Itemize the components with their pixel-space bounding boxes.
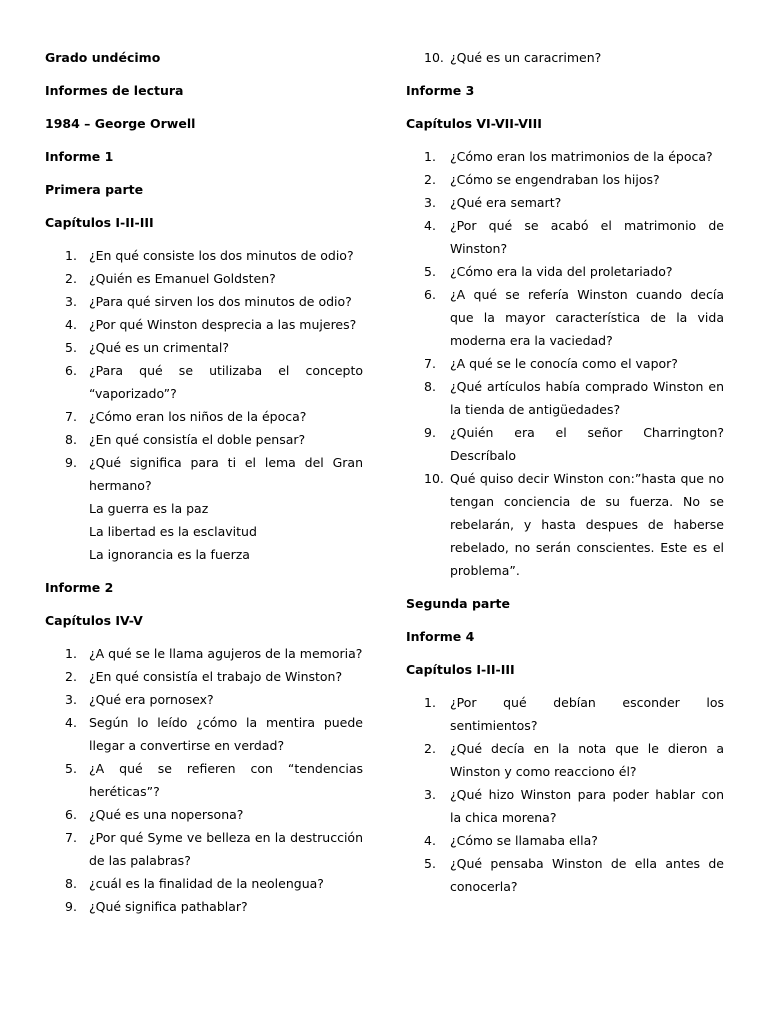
informe-4-heading: Informe 4 <box>406 629 475 644</box>
list-item: 3. ¿Para qué sirven los dos minutos de odio? <box>65 294 352 309</box>
right-column <box>406 46 724 908</box>
list-item: 1. ¿Por qué debían esconder los sentimientos? <box>424 695 724 733</box>
left-column <box>45 46 363 928</box>
informe-2-chapters-heading: Capítulos IV-V <box>45 613 143 628</box>
informe-2-question-list <box>45 642 363 918</box>
list-item: 3. ¿Qué era semart? <box>424 195 562 210</box>
list-item: 7. ¿Cómo eran los niños de la época? <box>65 409 307 424</box>
list-item: 1. ¿A qué se le llama agujeros de la memoria? <box>65 646 363 661</box>
list-item: 9. ¿Qué significa pathablar? <box>65 899 248 914</box>
list-item: 8. ¿cuál es la finalidad de la neolengua? <box>65 876 324 891</box>
list-item: 2. ¿Quién es Emanuel Goldsten? <box>65 271 276 286</box>
list-item: 1. ¿Cómo eran los matrimonios de la época? <box>424 149 713 164</box>
informe-1-chapters-heading: Capítulos I-II-III <box>45 215 154 230</box>
list-item: 6. ¿Qué es una nopersona? <box>65 807 244 822</box>
informe-3-heading: Informe 3 <box>406 83 475 98</box>
slogan-1: La guerra es la paz <box>89 501 209 516</box>
informe-2-heading: Informe 2 <box>45 580 114 595</box>
list-item: 9. ¿Quién era el señor Charrington? Descríbalo <box>424 425 724 463</box>
list-item: 2. ¿Qué decía en la nota que le dieron a Winston y como reacciono él? <box>424 741 724 779</box>
list-item: 7. ¿Por qué Syme ve belleza en la destrucción de las palabras? <box>65 830 363 868</box>
part-2-heading: Segunda parte <box>406 596 510 611</box>
list-item: 4. ¿Por qué se acabó el matrimonio de Winston? <box>424 218 724 256</box>
carry-over-question-list <box>406 46 724 69</box>
slogan-2: La libertad es la esclavitud <box>89 524 257 539</box>
list-item: 4. ¿Por qué Winston desprecia a las mujeres? <box>65 317 357 332</box>
list-item: 7. ¿A qué se le conocía como el vapor? <box>424 356 678 371</box>
list-item: 4. Según lo leído ¿cómo la mentira puede llegar a convertirse en verdad? <box>65 715 363 753</box>
slogan-3: La ignorancia es la fuerza <box>89 547 250 562</box>
informe-1-heading: Informe 1 <box>45 149 114 164</box>
list-item: 8. ¿En qué consistía el doble pensar? <box>65 432 306 447</box>
list-item: 3. ¿Qué era pornosex? <box>65 692 214 707</box>
list-item: 8. ¿Qué artículos había comprado Winston en la tienda de antigüedades? <box>424 379 724 417</box>
grade-heading: Grado undécimo <box>45 50 161 65</box>
informe-1-question-list <box>45 244 363 566</box>
list-item: 5. ¿Cómo era la vida del proletariado? <box>424 264 673 279</box>
book-heading: 1984 – George Orwell <box>45 116 196 131</box>
list-item: 3. ¿Qué hizo Winston para poder hablar con la chica morena? <box>424 787 724 825</box>
subtitle-heading: Informes de lectura <box>45 83 184 98</box>
informe-3-question-list <box>406 145 724 582</box>
informe-4-question-list <box>406 691 724 898</box>
list-item: 9. ¿Qué significa para ti el lema del Gran hermano? La guerra es la paz La libertad es la esclavitud La ignorancia es la fuerza <box>45 451 363 566</box>
part-1-heading: Primera parte <box>45 182 144 197</box>
list-item: 5. ¿Qué pensaba Winston de ella antes de conocerla? <box>424 856 724 894</box>
list-item: 10. ¿Qué es un caracrimen? <box>424 50 602 65</box>
informe-3-chapters-heading: Capítulos VI-VII-VIII <box>406 116 542 131</box>
list-item: 6. ¿A qué se refería Winston cuando decía que la mayor característica de la vida moderna era la vaciedad? <box>424 287 724 348</box>
list-item: 2. ¿Cómo se engendraban los hijos? <box>424 172 660 187</box>
list-item: 10. Qué quiso decir Winston con:”hasta que no tengan conciencia de su fuerza. No se rebelarán, y hasta despues de haberse rebelado, no serán conscientes. Este es el problema”. <box>424 471 724 578</box>
list-item: 6. ¿Para qué se utilizaba el concepto “vaporizado”? <box>65 363 363 401</box>
informe-4-chapters-heading: Capítulos I-II-III <box>406 662 515 677</box>
list-item: 2. ¿En qué consistía el trabajo de Winston? <box>65 669 343 684</box>
list-item: 4. ¿Cómo se llamaba ella? <box>424 833 598 848</box>
list-item: 1. ¿En qué consiste los dos minutos de odio? <box>65 248 354 263</box>
list-item: 5. ¿Qué es un crimental? <box>65 340 229 355</box>
list-item: 5. ¿A qué se refieren con “tendencias heréticas”? <box>65 761 363 799</box>
